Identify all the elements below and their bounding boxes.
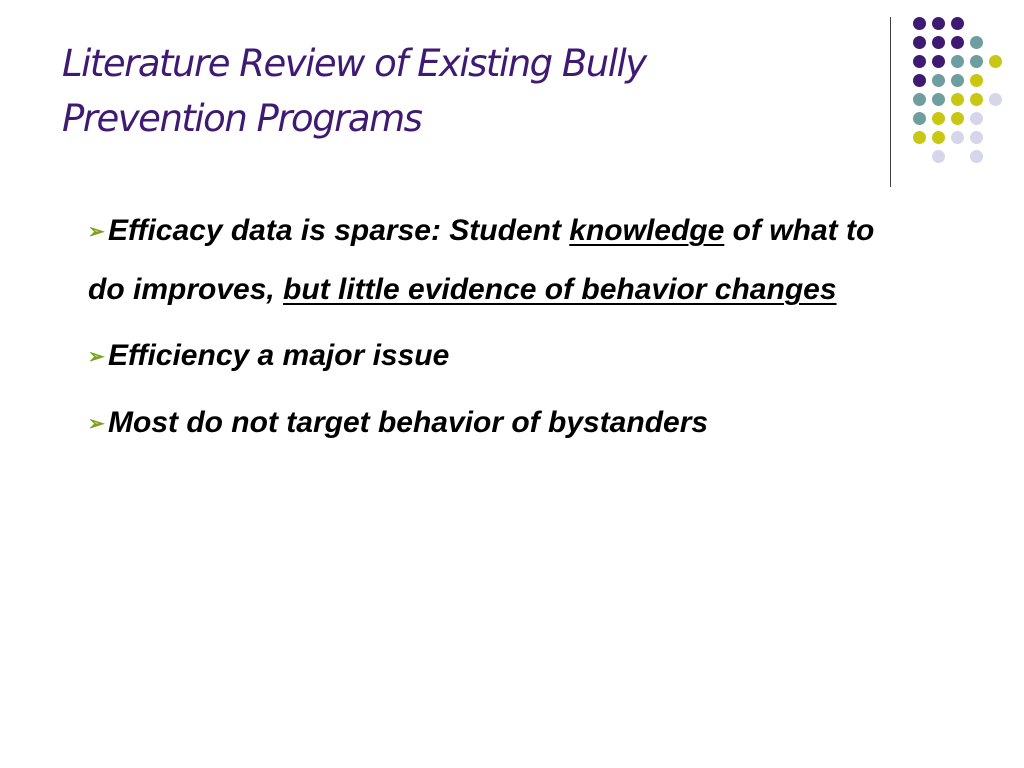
- decorative-dot: [970, 36, 983, 49]
- slide-title-line1: Literature Review of Existing Bully: [62, 42, 646, 85]
- decorative-dot: [951, 36, 964, 49]
- decorative-dot: [913, 36, 926, 49]
- decorative-dot: [932, 131, 945, 144]
- decorative-dot: [913, 93, 926, 106]
- decorative-dot: [932, 93, 945, 106]
- decorative-dot: [913, 55, 926, 68]
- decorative-dot: [951, 17, 964, 30]
- decorative-dot: [932, 55, 945, 68]
- bullet-efficiency-text: Efficiency a major issue: [108, 339, 450, 372]
- decorative-dot: [970, 55, 983, 68]
- decorative-dot: [913, 74, 926, 87]
- slide-title-line2: Prevention Programs: [62, 97, 422, 140]
- decorative-dot: [951, 112, 964, 125]
- bullet-bystanders-text: Most do not target behavior of bystanders: [108, 406, 709, 439]
- bullet-list: [88, 202, 888, 461]
- decorative-dot: [970, 131, 983, 144]
- bullet-efficacy-underline-a: knowledge: [569, 214, 725, 247]
- decorative-dot: [913, 131, 926, 144]
- bullet-efficacy-underline-b: but little evidence of behavior changes: [283, 273, 837, 306]
- decorative-dot: [989, 93, 1002, 106]
- bullet-efficacy-text-a: Efficacy data is sparse: Student: [108, 214, 570, 247]
- decorative-dot: [932, 112, 945, 125]
- bullet-bystanders: [88, 394, 888, 453]
- arrow-bullet-icon: ➢: [88, 346, 105, 368]
- decorative-dot: [951, 93, 964, 106]
- decorative-dot: [951, 74, 964, 87]
- decorative-dot: [989, 55, 1002, 68]
- decorative-dot: [970, 150, 983, 163]
- decorative-dot: [932, 150, 945, 163]
- bullet-efficiency: [88, 327, 888, 386]
- decorative-dot: [932, 74, 945, 87]
- decorative-dot: [932, 36, 945, 49]
- decorative-dot: [913, 17, 926, 30]
- bullet-efficacy-text-b: of what to do improves,: [88, 214, 875, 306]
- decorative-dot: [913, 112, 926, 125]
- decorative-dot: [951, 55, 964, 68]
- bullet-efficacy: [88, 202, 888, 319]
- arrow-bullet-icon: ➢: [88, 413, 105, 435]
- decorative-dot: [932, 17, 945, 30]
- arrow-bullet-icon: ➢: [88, 221, 105, 243]
- decorative-dot: [970, 74, 983, 87]
- decorative-dot-grid: [0, 0, 1024, 200]
- decorative-dot: [970, 93, 983, 106]
- decorative-dot: [970, 112, 983, 125]
- decorative-dot: [951, 131, 964, 144]
